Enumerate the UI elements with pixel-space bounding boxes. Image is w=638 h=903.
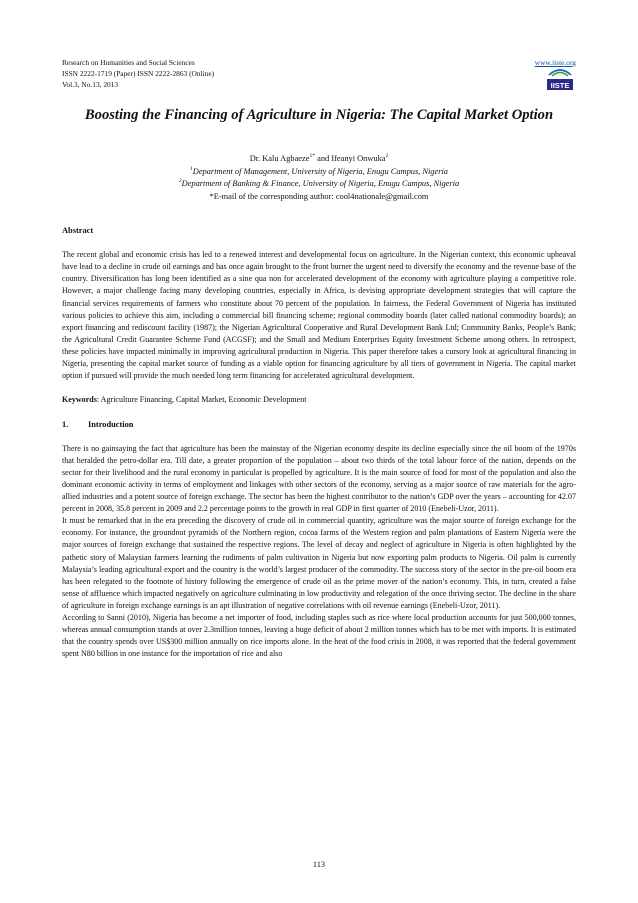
paper-title: Boosting the Financing of Agriculture in Nigeria: The Capital Market Option xyxy=(84,107,554,123)
page-number: 113 xyxy=(312,860,326,869)
paragraph: It must be remarked that in the era preceding the discovery of crude oil in commercial quantity, agriculture was the major source of foreign exchange for the economy. For instance, the groundnut pyramids of the Northern region, cocoa farms of the Western region and palm plantations of Eastern Nigeria were the major sources of foreign exchange that sustained the respective regions. The level of decay and neglect of agriculture in Nigeria is often highlighted by the pathetic story of Malaysian farmers learning the rudiments of palm cultivation in Nigeria but now exporting palm products to Nigeria. Oil palm is currently Malaysia’s leading agricultural export and the country is the world’s largest producer of the commodity. The success story of the sector in the pre-oil boom era has been relegated to the footnote of history following the emergence of crude oil as the prime mover of the nation’s economy. This, in turn, created a false sense of affluence which impacted negatively on agriculture culminating in low productivity and relegation of the once thriving sector. The decline in the share of agriculture in foreign exchange earnings is an apt illustration of negative correlations with oil revenue earnings (Enebeli-Uzor, 2011). xyxy=(62,516,576,610)
journal-header xyxy=(62,57,576,90)
keywords-line: Keywords: Agriculture Financing, Capital Market, Economic Development xyxy=(62,395,307,405)
paragraph: According to Sanni (2010), Nigeria has become a net importer of food, including staples such as rice where local production accounts for just 500,000 tonnes, whereas annual consumption stands at over 2.3million tonnes, leaving a huge deficit of about 2 million tonnes which has to be met with imports. It is estimated that the country spends over US$300 million annually on rice imports alone. In the heat of the food crisis in 2008, it was reported that the federal government spent N80 billion in one instance for the importation of rice and also xyxy=(62,613,576,659)
issn-line: ISSN 2222-1719 (Paper) ISSN 2222-2863 (Online) xyxy=(62,69,215,78)
journal-url-link[interactable]: www.iiste.org xyxy=(534,58,576,67)
volume-line: Vol.3, No.13, 2013 xyxy=(62,80,119,89)
section-heading-introduction: 1. Introduction xyxy=(62,419,134,429)
abstract-heading: Abstract xyxy=(62,226,94,235)
paragraph: There is no gainsaying the fact that agriculture has been the mainstay of the Nigerian economy despite its decline especially since the oil boom of the 1970s that heralded the petro-dollar era. Till date, a greater proportion of the population – about two thirds of the total labour force of the nation, depends on the sector for their livelihood and the rural economy in particular is propelled by agriculture. It is the main source of food for most of the population and also the dominant economic activity in terms of employment and linkages with other sectors of the economy, serving as a major source of raw materials for the agro-allied industries and a potent source of foreign exchange. The sector has been the highest contributor to the nation’s GDP over the years – accounting for 42.07 percent in 2008, 35.8 percent in 2009 and 2.2 percentage points to the growth in real GDP in first quarter of 2010 (Enebeli-Uzor, 2011). xyxy=(62,443,576,514)
author-block xyxy=(62,153,576,203)
journal-name: Research on Humanities and Social Sciences xyxy=(62,58,195,67)
paper-body xyxy=(62,225,576,660)
affiliation-2: $^2$Department of Banking & Finance, University of Nigeria, Enugu Campus, Nigeria xyxy=(178,178,460,189)
iiste-logo-icon xyxy=(546,66,574,92)
author-names: Dr. Kalu Agbaeze$^{1*}$ and Ifeanyi Onwuka$^2$ xyxy=(249,153,389,163)
corresponding-email: *E-mail of the corresponding author: cool4nationale@gmail.com xyxy=(209,191,429,201)
abstract-text: The recent global and economic crisis has led to a renewed interest and developmental focus on agriculture. In the Nigerian context, this economic upheaval have lead to a decline in crude oil earnings and has once again brought to the front burner the urgent need to diversify the economy and the revenue base of the country. Diversification has long been identified as a sine qua non for accelerated development of the economy with agriculture playing a competitive role. However, a major challenge facing many developing countries, especially in Africa, is devising appropriate development strategies that will capture the financial services requirements of farmers who constitute about 70 percent of the population. In fairness, the Federal Government of Nigeria has instituted various policies to achieve this aim, including a commercial bill financing scheme; regional commodity boards (later called national commodity boards); an export financing and rediscount facility (1987); the Nigerian Agricultural Cooperative and Rural Development Bank Ltd; Community Banks, People’s Bank; the Agricultural Credit Guarantee Scheme Fund (ACGSF); and the Small and Medium Enterprises Equity Investment Scheme among others. In retrospect, these policies have impacted minimally in improving agricultural production in Nigeria. This paper therefore takes a cursory look at agricultural financing in Nigeria, presenting the capital market source of funding as a viable option for financing agriculture by all tiers of government in Nigeria. The capital market option if pursued will provide the much needed long term financing for accelerated agricultural development. xyxy=(62,250,576,381)
affiliation-1: $^1$Department of Management, University of Nigeria, Enugu Campus, Nigeria xyxy=(190,165,448,176)
logo-text: IISTE xyxy=(550,81,570,90)
